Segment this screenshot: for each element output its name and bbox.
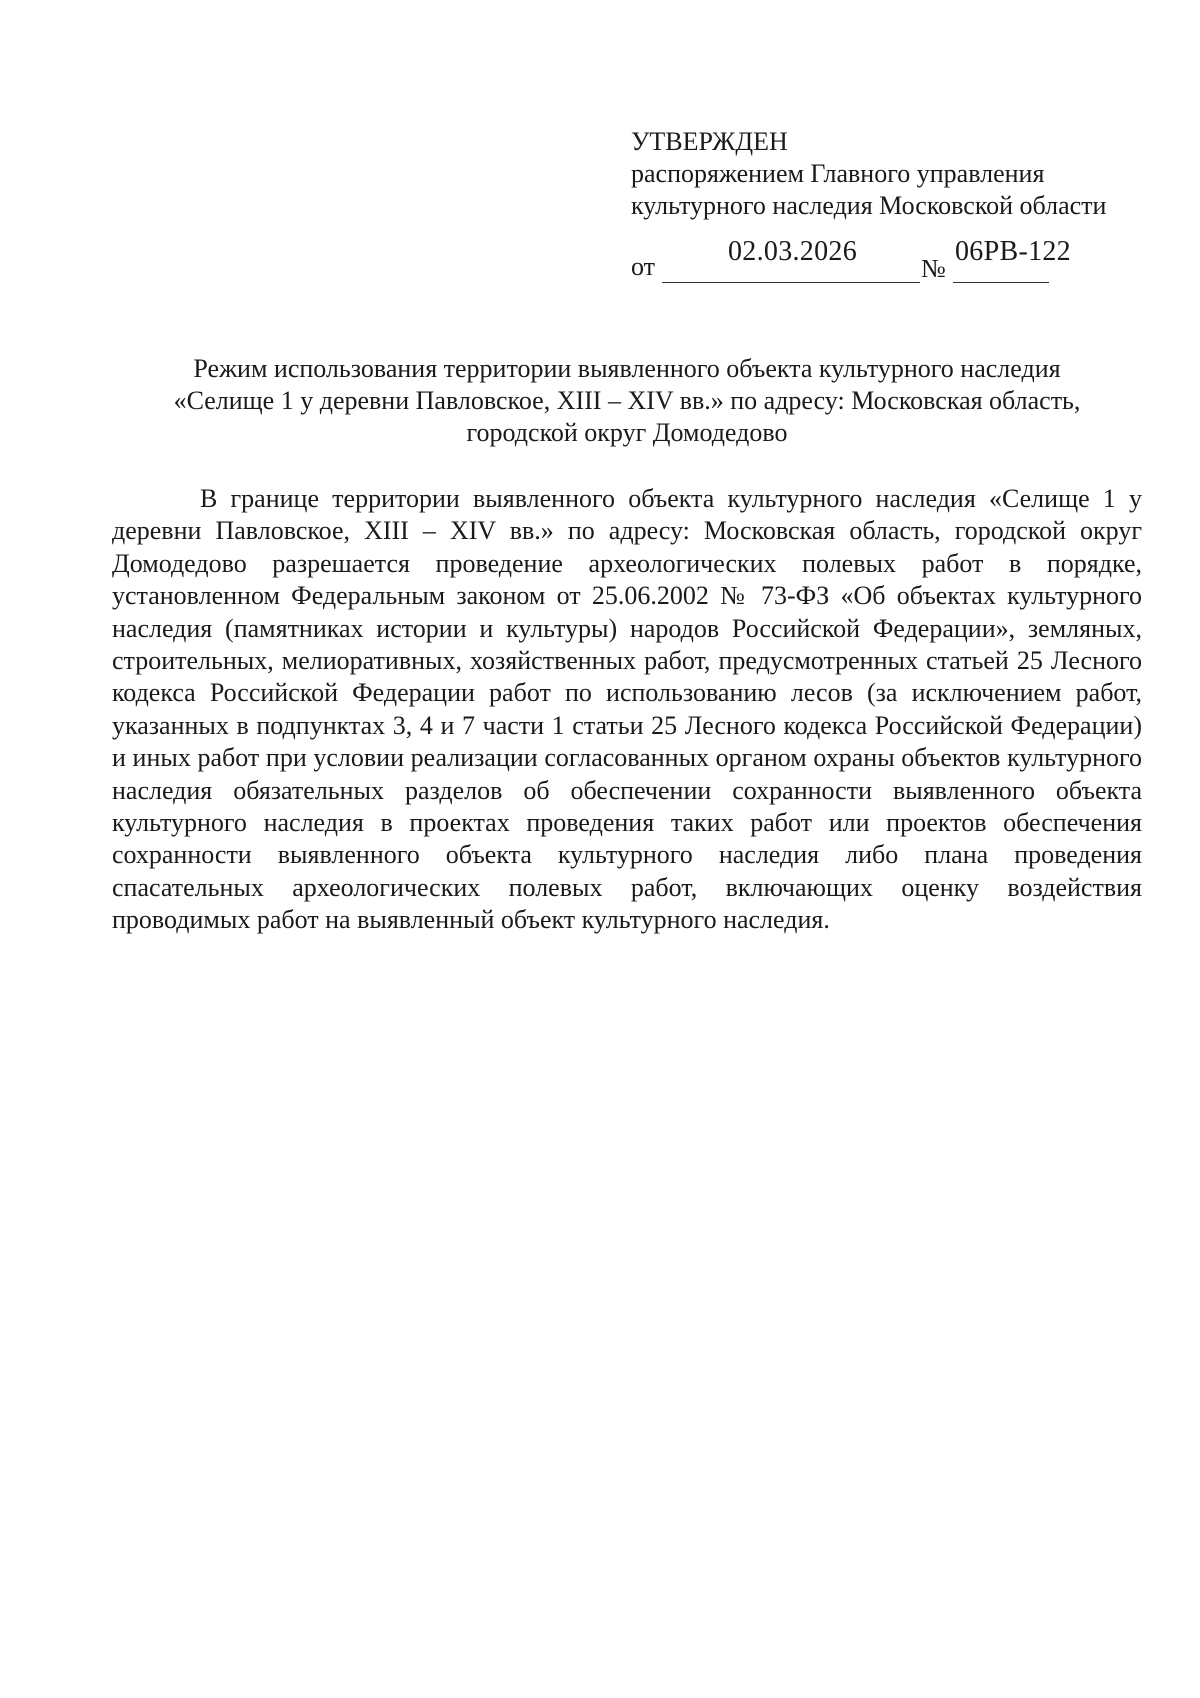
- title-line-1: Режим использования территории выявленного объекта культурного наследия: [193, 354, 1061, 383]
- order-details: [631, 236, 1071, 292]
- approval-issuer-line2: культурного наследия Московской области: [631, 191, 1107, 220]
- date-underline: [662, 282, 920, 283]
- approval-heading: УТВЕРЖДЕН: [631, 127, 788, 156]
- document-title: [112, 353, 1142, 449]
- title-line-3: городской округ Домодедово: [466, 418, 788, 447]
- number-underline: [953, 282, 1049, 283]
- approval-issuer-line1: распоряжением Главного управления: [631, 159, 1045, 188]
- order-date: 02.03.2026: [728, 236, 857, 267]
- title-line-2: «Селище 1 у деревни Павловское, XIII – XIV вв.» по адресу: Московская область,: [173, 386, 1081, 415]
- date-prefix-label: от: [631, 252, 656, 281]
- approval-block: [631, 126, 1151, 222]
- body-paragraph: В границе территории выявленного объекта культурного наследия «Селище 1 у деревни Павловское, XIII – XIV вв.» по адресу: Московская область, городской округ Домодедово разрешается проведение археологических полевых работ в порядке, установленном Федеральным законом от 25.06.2002 № 73-ФЗ «Об объектах культурного наследия (памятниках истории и культуры) народов Российской Федерации», земляных, строительных, мелиоративных, хозяйственных работ, предусмотренных статьей 25 Лесного кодекса Российской Федерации работ по использованию лесов (за исключением работ, указанных в подпунктах 3, 4 и 7 части 1 статьи 25 Лесного кодекса Российской Федерации) и иных работ при условии реализации согласованных органом охраны объектов культурного наследия обязательных разделов об обеспечении сохранности выявленного объекта культурного наследия в проектах проведения таких работ или проектов обеспечения сохранности выявленного объекта культурного наследия либо плана проведения спасательных археологических полевых работ, включающих оценку воздействия проводимых работ на выявленный объект культурного наследия.: [112, 484, 1142, 935]
- order-number: 06РВ-122: [955, 236, 1071, 267]
- number-sign-label: №: [921, 254, 946, 283]
